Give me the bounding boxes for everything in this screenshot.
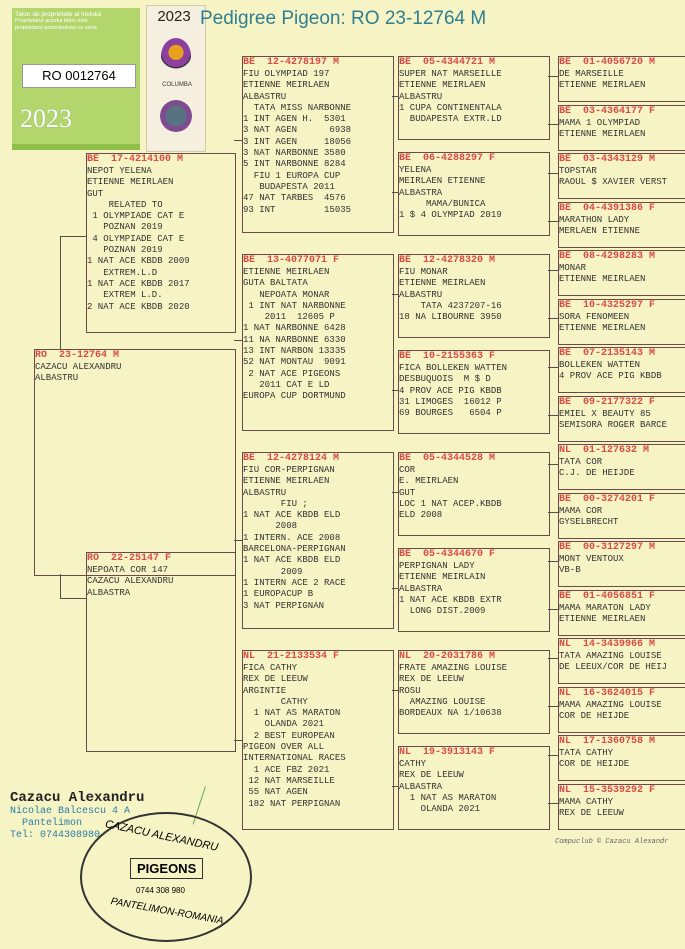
pigeon-box-sds (398, 254, 550, 338)
pigeon-info-line: 2 NAT ACE PIGEONS (243, 368, 341, 379)
pigeon-info-line: ROSU (399, 685, 421, 696)
pigeon-info-line: VB-B (559, 565, 581, 576)
ring-number: BE 12-4278320 M (399, 255, 496, 266)
pigeon-info-line: ETIENNE MEIRLAEN (559, 322, 646, 333)
ring-number: BE 10-4325297 F (559, 299, 656, 311)
connector-line (548, 609, 558, 610)
pigeon-box-g5-5 (558, 299, 685, 345)
pigeon-info-line: FICA BOLLEKEN WATTEN (399, 363, 508, 373)
pigeon-box-g5-8 (558, 444, 685, 490)
connector-line (548, 318, 558, 319)
connector-line (234, 340, 242, 341)
pigeon-info-line: GUT (87, 188, 104, 199)
pigeon-info-line: MEIRLAEN ETIENNE (399, 176, 486, 187)
pigeon-info-line: 47 NAT TARBES 4576 (243, 193, 346, 204)
ring-number: BE 05-4344670 F (399, 549, 496, 560)
breeder-stamp (80, 812, 252, 942)
connector-line (392, 390, 398, 391)
pigeon-info-line: AMAZING LOUISE (399, 696, 486, 707)
pigeon-info-line: 1 $ 4 OLYMPIAD 2019 (399, 210, 502, 221)
ring-number: BE 03-4364177 F (559, 105, 656, 117)
pigeon-info-line: 3 NAT NARBONNE 3580 (243, 148, 346, 159)
pigeon-box-g5-4 (558, 250, 685, 296)
pigeon-info-line: ALBASTRU (243, 487, 287, 498)
pigeon-box-g5-13 (558, 687, 685, 733)
pigeon-info-line: ALBASTRA (87, 587, 131, 598)
ring-number: BE 10-2155363 F (399, 351, 496, 362)
pigeon-info-line: ETIENNE MEIRLAEN (243, 476, 330, 487)
connector-line (548, 76, 558, 77)
stamp-center-text: PIGEONS (130, 858, 203, 879)
pigeon-info-line: 182 NAT PERPIGNAN (243, 798, 341, 809)
pigeon-info-line: NEPOATA COR 147 (87, 565, 169, 575)
ring-number: NL 17-1360758 M (559, 736, 656, 747)
ring-number: BE 00-3127297 M (559, 542, 656, 553)
pigeon-info-line: ALBASTRA (399, 187, 443, 198)
connector-line (392, 690, 398, 691)
ring-number: BE 17-4214100 M (87, 154, 184, 165)
pigeon-info-line: EMIEL X BEAUTY 85 (559, 408, 651, 419)
pigeon-box-g5-6 (558, 347, 685, 393)
pigeon-box-ds (242, 452, 394, 629)
pigeon-info-line: 4 OLYMPIADE CAT E (87, 233, 185, 244)
connector-line (548, 803, 558, 804)
pigeon-info-line: 1 NAT ACE KBDB EXTR (399, 594, 502, 605)
pigeon-info-line: ETIENNE MEIRLAEN (559, 80, 646, 91)
connector-line (392, 96, 398, 97)
pigeon-info-line: ARGINTIE (243, 685, 287, 696)
pigeon-info-line: 1 EUROPACUP B (243, 589, 314, 600)
pigeon-box-ssd (398, 152, 550, 236)
connector-line (392, 492, 398, 493)
pigeon-info-line: EXTREM L.D. (87, 290, 163, 301)
pigeon-box-g5-10 (558, 541, 685, 587)
stamp-phone: 0744 308 980 (136, 886, 185, 895)
pigeon-info-line: 1 NAT ACE KBDB 2009 (87, 256, 190, 267)
connector-line (234, 740, 242, 741)
pigeon-box-g5-11 (558, 590, 685, 636)
ring-ownership-card (12, 8, 140, 150)
pigeon-info-line: POZNAN 2019 (87, 222, 163, 233)
pigeon-info-line: EXTREM.L.D (87, 267, 158, 278)
ring-number: BE 00-3274201 F (559, 493, 656, 505)
pigeon-info-line: 3 NAT PERPIGNAN (243, 600, 325, 611)
pigeon-info-line: CAZACU ALEXANDRU (35, 362, 122, 372)
pigeon-info-line: RAOUL $ XAVIER VERST (559, 177, 668, 188)
pigeon-info-line: TATA MISS NARBONNE (243, 102, 352, 113)
pigeon-info-line: 12 NAT MARSEILLE (243, 775, 335, 786)
pigeon-info-line: FRATE AMAZING LOUISE (399, 663, 508, 673)
ring-number: NL 16-3624015 F (559, 687, 656, 699)
ring-number: NL 19-3913143 F (399, 747, 496, 758)
pigeon-box-dd (242, 650, 394, 830)
pigeon-info-line: 18 NA LIBOURNE 3950 (399, 312, 502, 323)
pigeon-info-line: SORA FENOMEEN (559, 311, 630, 322)
pigeon-info-line: FIU OLYMPIAD 197 (243, 69, 330, 79)
ring-number: NL 15-3539292 F (559, 784, 656, 796)
pigeon-info-line: ETIENNE MEIRLAEN (559, 128, 646, 139)
pigeon-info-line: ETIENNE MEIRLAEN (559, 274, 646, 285)
connector-line (392, 588, 398, 589)
pigeon-info-line: 1 NAT AS MARATON (399, 792, 497, 803)
pigeon-box-g5-12 (558, 638, 685, 684)
pigeon-box-main (34, 349, 236, 576)
pigeon-box-sdd (398, 350, 550, 434)
connector-line (234, 540, 242, 541)
pigeon-info-line: FIU ; (243, 498, 308, 509)
pigeon-info-line: LOC 1 NAT ACEP.KBDB (399, 498, 502, 509)
ring-number: BE 12-4278197 M (243, 57, 340, 68)
pigeon-info-line: BUDAPESTA 2011 (243, 181, 335, 192)
pigeon-info-line: 1 NAT AS MARATON (243, 708, 341, 719)
ring-number: BE 08-4298283 M (559, 251, 656, 262)
ring-number: BE 03-4343129 M (559, 154, 656, 165)
pigeon-info-line: MONT VENTOUX (559, 554, 624, 564)
ring-number: NL 14-3439966 M (559, 639, 656, 650)
pigeon-info-line: REX DE LEEUW (559, 807, 624, 818)
pigeon-info-line: 1 INT AGEN H. 5301 (243, 114, 346, 125)
ring-number: BE 07-2135143 M (559, 348, 656, 359)
pigeon-info-line: MONAR (559, 263, 587, 273)
connector-line (548, 221, 558, 222)
breeder-address: Nicolae Balcescu 4 A (10, 806, 131, 817)
pigeon-info-line: BUDAPESTA EXTR.LD (399, 114, 502, 125)
ring-number: BE 06-4288297 F (399, 153, 496, 164)
pigeon-info-line: SUPER NAT MARSEILLE (399, 69, 502, 79)
breeder-city: Pantelimon (10, 818, 83, 829)
ring-number: BE 13-4077071 F (243, 255, 340, 266)
pigeon-info-line: YELENA (399, 165, 432, 175)
connector-line (60, 236, 86, 237)
pigeon-info-line: 2011 12605 P (243, 312, 335, 323)
connector-line (548, 464, 558, 465)
ring-number: RO 0012764 (22, 64, 136, 88)
connector-line (60, 574, 61, 598)
pigeon-info-line: 69 BOURGES 6504 P (399, 408, 502, 419)
club-year: 2023 (157, 8, 191, 25)
pigeon-info-line: TATA CATHY (559, 748, 614, 758)
pigeon-info-line: E. MEIRLAEN (399, 476, 459, 487)
connector-line (548, 415, 558, 416)
ring-number: BE 05-4344528 M (399, 453, 496, 464)
pigeon-info-line: 4 PROV ACE PIG KBDB (399, 385, 502, 396)
pigeon-info-line: 1 OLYMPIADE CAT E (87, 211, 185, 222)
pigeon-info-line: ALBASTRU (399, 289, 443, 300)
pigeon-info-line: RELATED TO (87, 199, 163, 210)
pigeon-info-line: TATA COR (559, 457, 603, 467)
pigeon-info-line: 1 NAT ACE KBDB ELD (243, 555, 341, 566)
pigeon-info-line: OLANDA 2021 (243, 719, 325, 730)
card-line: proprietarul porumbelului cu seria (15, 25, 97, 31)
pigeon-info-line: 3 INT AGEN 18056 (243, 136, 352, 147)
pigeon-info-line: REX DE LEEUW (399, 770, 464, 781)
pigeon-info-line: CAZACU ALEXANDRU (87, 576, 174, 587)
pigeon-info-line: COR DE HEIJDE (559, 710, 630, 721)
pigeon-info-line: ETIENNE MEIRLAEN (243, 80, 330, 91)
pigeon-info-line: REX DE LEEUW (399, 674, 464, 685)
pigeon-info-line: MAMA MARATON LADY (559, 602, 651, 613)
pigeon-info-line: FIU 1 EUROPA CUP (243, 170, 341, 181)
pigeon-info-line: PIGEON OVER ALL (243, 742, 325, 753)
pigeon-info-line: PERPIGNAN LADY (399, 561, 475, 571)
pigeon-box-dam (86, 552, 236, 752)
pigeon-box-ss (242, 56, 394, 233)
ring-number: NL 01-127632 M (559, 445, 650, 456)
pigeon-info-line: ETIENNE MEIRLAEN (399, 278, 486, 289)
pigeon-info-line: FICA CATHY (243, 663, 298, 673)
breeder-name: Cazacu Alexandru (10, 790, 145, 806)
pigeon-box-g5-0 (558, 56, 685, 102)
pigeon-box-g5-9 (558, 493, 685, 539)
pigeon-info-line: 13 INT NARBON 13335 (243, 346, 346, 357)
pigeon-info-line: 1 NAT ACE KBDB ELD (243, 510, 341, 521)
pigeon-box-dss (398, 452, 550, 536)
pigeon-info-line: MARATHON LADY (559, 214, 630, 225)
pigeon-info-line: ETIENNE MEIRLAEN (87, 177, 174, 188)
pigeon-info-line: 5 INT NARBONNE 8284 (243, 159, 346, 170)
ring-number: BE 12-4278124 M (243, 453, 340, 464)
pigeon-info-line: 1 ACE FBZ 2021 (243, 764, 330, 775)
ring-number: BE 01-4056720 M (559, 57, 656, 68)
pigeon-info-line: 2011 CAT E LD (243, 379, 330, 390)
pigeon-info-line: TOPSTAR (559, 166, 597, 176)
ring-number: RO 22-25147 F (87, 553, 172, 564)
pigeon-info-line: MERLAEN ETIENNE (559, 225, 641, 236)
pigeon-info-line: 31 LIMOGES 16012 P (399, 396, 502, 407)
pigeon-info-line: REX DE LEEUW (243, 674, 308, 685)
pigeon-info-line: ALBASTRA (399, 583, 443, 594)
pigeon-info-line: ETIENNE MEIRLAEN (243, 267, 330, 277)
pigeon-box-dds (398, 650, 550, 734)
pigeon-info-line: BARCELONA-PERPIGNAN (243, 544, 346, 555)
connector-line (392, 294, 398, 295)
pigeon-info-line: 2009 (243, 566, 303, 577)
ring-number: BE 05-4344721 M (399, 57, 496, 68)
connector-line (392, 786, 398, 787)
connector-line (234, 140, 242, 141)
columba-logo-icon (161, 38, 191, 74)
pigeon-info-line: 52 NAT MONTAU 9091 (243, 357, 346, 368)
pigeon-info-line: COR (399, 465, 416, 475)
breeder-phone: Tel: 0744308980 (10, 830, 101, 841)
club-name: COLUMBA (162, 82, 192, 88)
connector-line (548, 124, 558, 125)
ring-number: NL 21-2133534 F (243, 651, 340, 662)
pigeon-info-line: BORDEAUX NA 1/10638 (399, 708, 502, 719)
connector-line (60, 236, 61, 349)
pigeon-info-line: FIU MONAR (399, 267, 448, 277)
pigeon-info-line: NEPOT YELENA (87, 166, 152, 176)
page-title: Pedigree Pigeon: RO 23-12764 M (200, 8, 487, 29)
pigeon-info-line: 1 CUPA CONTINENTALA (399, 102, 502, 113)
connector-line (548, 173, 558, 174)
pigeon-box-g5-15 (558, 784, 685, 830)
pigeon-box-ddd (398, 746, 550, 830)
pigeon-box-g5-1 (558, 105, 685, 151)
pigeon-info-line: CATHY (243, 696, 308, 707)
card-line: Proprietarul acestui talon este (15, 18, 88, 24)
ring-number: BE 09-2177322 F (559, 396, 656, 408)
pigeon-info-line: TATA AMAZING LOUISE (559, 651, 662, 661)
ring-number: BE 04-4391386 F (559, 202, 656, 214)
connector-line (60, 598, 86, 599)
pigeon-info-line: GYSELBRECHT (559, 516, 619, 527)
pigeon-info-line: ALBASTRU (399, 91, 443, 102)
card-stripe (12, 144, 140, 150)
pigeon-info-line: C.J. DE HEIJDE (559, 468, 635, 479)
pigeon-info-line: POZNAN 2019 (87, 245, 163, 256)
connector-line (548, 512, 558, 513)
pigeon-box-sire (86, 153, 236, 333)
footer-credit: Compuclub © Cazacu Alexandr (555, 838, 669, 846)
pigeon-box-g5-7 (558, 396, 685, 442)
pigeon-info-line: ALBASTRU (243, 91, 287, 102)
pigeon-info-line: 1 INTERN ACE 2 RACE (243, 577, 346, 588)
connector-line (548, 270, 558, 271)
pigeon-info-line: CATHY (399, 759, 427, 769)
pigeon-info-line: OLANDA 2021 (399, 804, 481, 815)
pigeon-info-line: 1 INTERN. ACE 2008 (243, 532, 341, 543)
pigeon-info-line: DE MARSEILLE (559, 69, 624, 79)
connector-line (392, 192, 398, 193)
card-line: Talon de proprietate al inelului (15, 11, 102, 18)
ring-number: RO 23-12764 M (35, 350, 120, 361)
connector-line (548, 561, 558, 562)
pigeon-info-line: BOLLEKEN WATTEN (559, 360, 641, 370)
pigeon-info-line: ALBASTRU (35, 373, 79, 384)
pigeon-info-line: INTERNATIONAL RACES (243, 753, 346, 764)
pigeon-box-sd (242, 254, 394, 431)
pigeon-info-line: COR DE HEIJDE (559, 759, 630, 770)
pigeon-box-dsd (398, 548, 550, 632)
pigeon-info-line: 93 INT 15035 (243, 204, 352, 215)
pigeon-info-line: MAMA 1 OLYMPIAD (559, 117, 641, 128)
pigeon-info-line: GUT (399, 487, 416, 498)
card-year: 2023 (20, 104, 72, 133)
pigeon-info-line: 3 NAT AGEN 6938 (243, 125, 352, 136)
connector-line (548, 755, 558, 756)
pigeon-box-g5-2 (558, 153, 685, 199)
pigeon-info-line: FIU COR-PERPIGNAN (243, 465, 335, 475)
pigeon-info-line: MAMA/BUNICA (399, 198, 486, 209)
pigeon-info-line: MAMA CATHY (559, 796, 614, 807)
pigeon-info-line: EUROPA CUP DORTMUND (243, 391, 346, 402)
stamp-bottom-text: PANTELIMON-ROMANIA (109, 896, 225, 927)
pigeon-info-line: 2 BEST EUROPEAN (243, 730, 335, 741)
pigeon-info-line: ETIENNE MEIRLAEN (399, 80, 486, 91)
pigeon-info-line: LONG DIST.2009 (399, 606, 486, 617)
pigeon-info-line: 2 NAT ACE KBDB 2020 (87, 301, 190, 312)
pigeon-info-line: DESBUQUOIS M $ D (399, 374, 491, 385)
connector-line (548, 367, 558, 368)
pigeon-info-line: 1 NAT ACE KBDB 2017 (87, 278, 190, 289)
pigeon-emblem-icon (160, 100, 192, 132)
pigeon-box-g5-14 (558, 735, 685, 781)
pigeon-info-line: ELD 2008 (399, 510, 443, 521)
pigeon-info-line: MAMA AMAZING LOUISE (559, 699, 662, 710)
pigeon-info-line: ETIENNE MEIRLAIN (399, 572, 486, 583)
pigeon-info-line: ETIENNE MEIRLAEN (559, 613, 646, 624)
pigeon-box-g5-3 (558, 202, 685, 248)
pigeon-info-line: SEMISORA ROGER BARCE (559, 419, 668, 430)
pigeon-info-line: 55 NAT AGEN (243, 787, 308, 798)
pigeon-info-line: MAMA COR (559, 505, 603, 516)
pigeon-box-sss (398, 56, 550, 140)
pigeon-info-line: 1 NAT NARBONNE 6428 (243, 323, 346, 334)
pigeon-info-line: DE LEEUX/COR DE HEIJ (559, 662, 668, 673)
stamp-top-text: CAZACU ALEXANDRU (104, 818, 220, 854)
pigeon-info-line: 11 NA NARBONNE 6330 (243, 334, 346, 345)
ring-number: NL 20-2031786 M (399, 651, 496, 662)
pigeon-info-line: 2008 (243, 521, 298, 532)
pigeon-info-line: NEPOATA MONAR (243, 289, 330, 300)
pigeon-info-line: TATA 4237207-16 (399, 300, 502, 311)
pigeon-info-line: ALBASTRA (399, 781, 443, 792)
ring-number: BE 01-4056851 F (559, 590, 656, 602)
pigeon-info-line: 1 INT NAT NARBONNE (243, 300, 346, 311)
pigeon-info-line: 4 PROV ACE PIG KBDB (559, 371, 662, 382)
pigeon-info-line: GUTA BALTATA (243, 278, 308, 289)
connector-line (548, 658, 558, 659)
connector-line (548, 706, 558, 707)
